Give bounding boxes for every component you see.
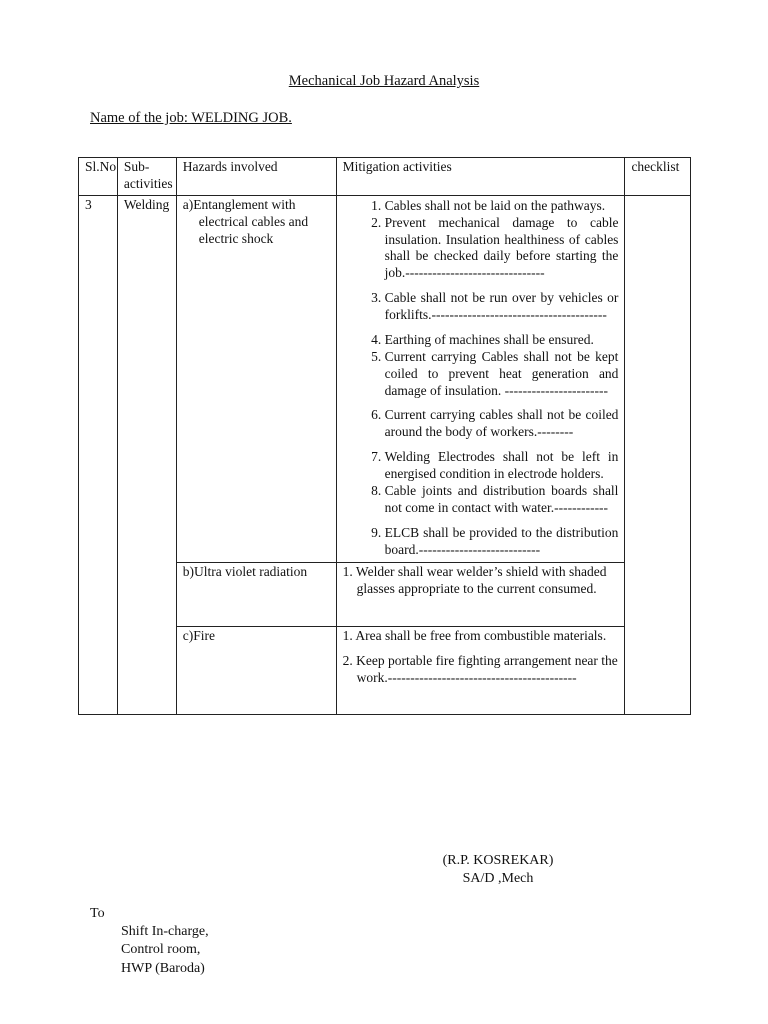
job-name: Name of the job: WELDING JOB.: [90, 110, 292, 126]
mitigation-a-cell: [336, 195, 625, 563]
mitigation-item: 2. Keep portable fire fighting arrangement near the work.------------------------------------------: [342, 653, 618, 686]
recipient-line: Control room,: [121, 942, 201, 958]
signatory-designation: SA/D ,Mech: [462, 871, 534, 887]
signatory-name: (R.P. KOSREKAR): [442, 853, 554, 868]
header-sub-activities: Sub-activities: [117, 158, 176, 196]
mitigation-list: [343, 198, 619, 559]
header-checklist: checklist: [625, 158, 691, 196]
mitigation-item: 3. Cable shall not be run over by vehicles or forklifts.---------------------------------------: [385, 290, 619, 324]
table-header-row: [79, 158, 691, 196]
header-mitigation: Mitigation activities: [336, 158, 625, 196]
mitigation-c-cell: [336, 627, 625, 715]
mitigation-item: 7. Welding Electrodes shall not be left in energised condition in electrode holders.: [385, 449, 619, 483]
sub-activity-cell: Welding: [117, 195, 176, 715]
mitigation-item: 4. Earthing of machines shall be ensured.: [385, 332, 619, 349]
mitigation-item: 2. Prevent mechanical damage to cable insulation. Insulation healthiness of cables shall be checked daily before starting the job.-------------------------------: [385, 215, 619, 283]
mitigation-item: 1. Area shall be free from combustible materials.: [342, 628, 607, 644]
mitigation-b-cell: [336, 563, 625, 627]
signature-block: [436, 852, 560, 888]
to-label: To: [90, 906, 105, 921]
recipient-line: HWP (Baroda): [121, 960, 205, 976]
hazard-analysis-table: [78, 157, 691, 715]
hazard-c-cell: c)Fire: [176, 627, 336, 715]
checklist-cell: [625, 195, 691, 715]
mitigation-item: 8. Cable joints and distribution boards shall not come in contact with water.------------: [385, 483, 619, 517]
mitigation-item: 1. Cables shall not be laid on the pathways.: [385, 198, 619, 215]
mitigation-item: 1. Welder shall wear welder’s shield with shaded glasses appropriate to the current consumed.: [342, 564, 607, 597]
header-hazards: Hazards involved: [176, 158, 336, 196]
table-row: [79, 195, 691, 563]
header-sl-no: Sl.No: [79, 158, 118, 196]
mitigation-item: 9. ELCB shall be provided to the distribution board.---------------------------: [385, 525, 619, 559]
mitigation-item: 5. Current carrying Cables shall not be kept coiled to prevent heat generation and damage of insulation. -----------------------: [385, 349, 619, 400]
recipient-line: Shift In-charge,: [121, 924, 209, 940]
recipient-block: [90, 905, 209, 978]
mitigation-item: 6. Current carrying cables shall not be coiled around the body of workers.--------: [385, 407, 619, 441]
sl-no-cell: 3: [79, 195, 118, 715]
hazard-b-cell: b)Ultra violet radiation: [176, 563, 336, 627]
hazard-label: a)Entanglement with electrical cables and electric shock: [182, 196, 309, 246]
document-title: Mechanical Job Hazard Analysis: [288, 73, 480, 89]
hazard-a-cell: [176, 195, 336, 563]
